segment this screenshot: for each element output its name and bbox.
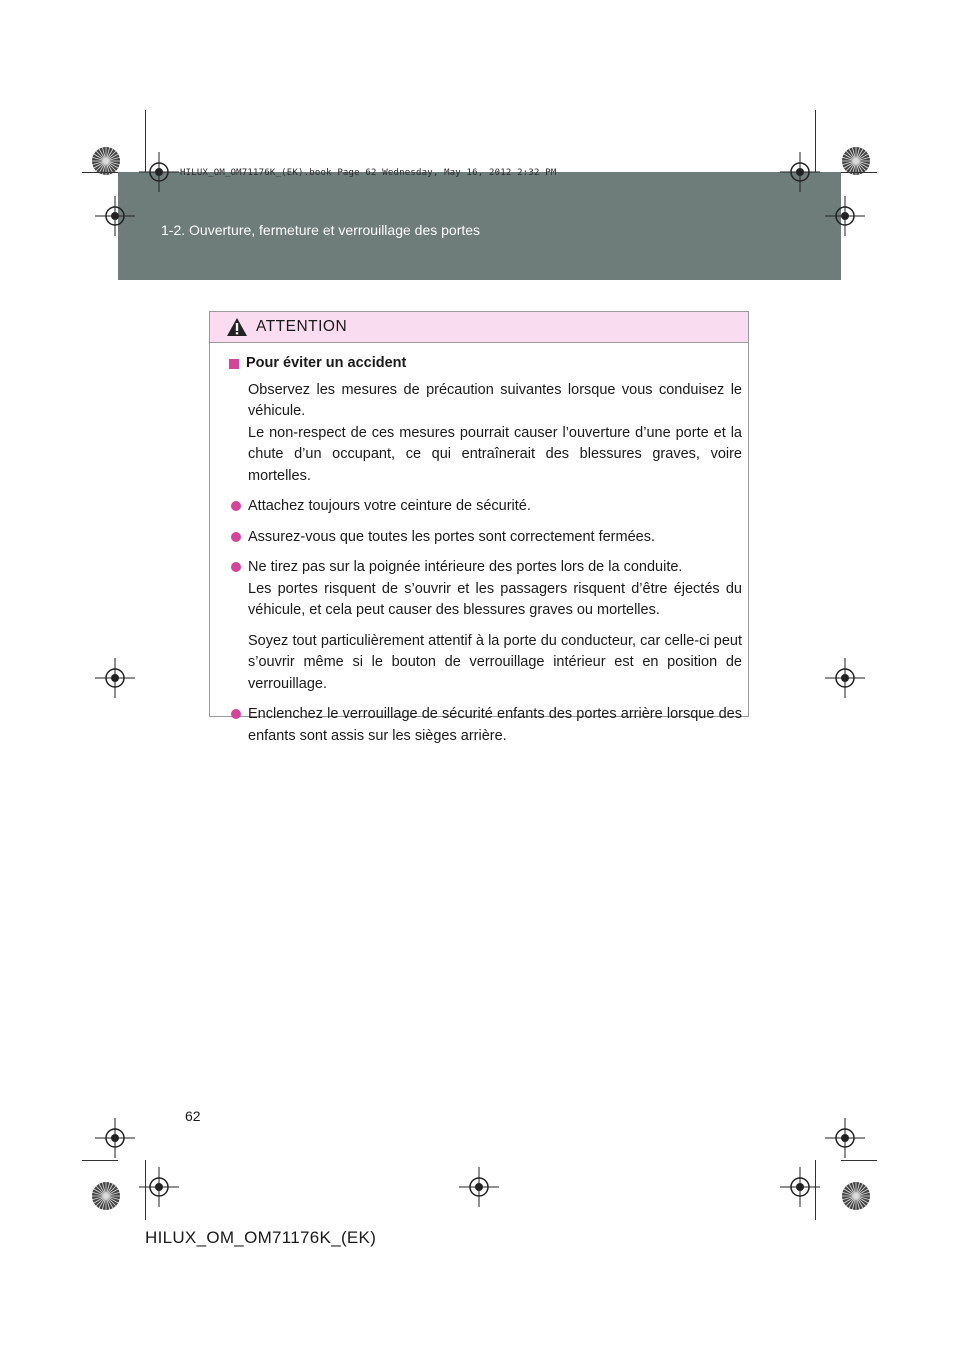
crop-line bbox=[82, 172, 118, 173]
crop-line bbox=[82, 1160, 118, 1161]
document-id: HILUX_OM_OM71176K_(EK) bbox=[145, 1228, 377, 1247]
bullet-text: Assurez-vous que toutes les portes sont correctement fermées. bbox=[248, 528, 655, 545]
section-title: 1-2. Ouverture, fermeture et verrouillage des portes bbox=[161, 222, 481, 238]
warning-body bbox=[210, 343, 748, 747]
warning-subhead bbox=[229, 353, 742, 375]
crop-line bbox=[145, 1160, 146, 1220]
subhead-text: Pour éviter un accident bbox=[246, 355, 407, 371]
dot-bullet-icon bbox=[231, 562, 241, 572]
registration-mark-icon bbox=[95, 1118, 135, 1158]
bullet-text-3: Soyez tout particulièrement attentif à la porte du conducteur, car celle-ci peut s’ouvrir même si le bouton de verrouillage intérieur est en position de verrouillage. bbox=[248, 632, 742, 692]
crop-line bbox=[145, 110, 146, 172]
list-item bbox=[229, 557, 742, 695]
registration-mark-icon bbox=[780, 152, 820, 192]
dot-bullet-icon bbox=[231, 501, 241, 511]
warning-box bbox=[209, 311, 749, 744]
bullet-text: Enclenchez le verrouillage de sécurité enfants des portes arrière lorsque des enfants sont assis sur les sièges arrière. bbox=[248, 706, 742, 744]
intro-paragraph bbox=[229, 380, 742, 488]
intro-text-2: Le non-respect de ces mesures pourrait causer l’ouverture d’une porte et la chute d’un occupant, ce qui entraînerait des blessures graves, voire mortelles. bbox=[248, 424, 742, 484]
crop-line bbox=[841, 172, 877, 173]
crop-line bbox=[841, 1160, 877, 1161]
registration-mark-icon bbox=[825, 196, 865, 236]
intro-text: Observez les mesures de précaution suivantes lorsque vous conduisez le véhicule. bbox=[248, 381, 742, 419]
color-target-icon bbox=[841, 1181, 871, 1211]
header-band bbox=[118, 172, 841, 280]
page-number: 62 bbox=[185, 1108, 201, 1124]
registration-mark-icon bbox=[459, 1167, 499, 1207]
color-target-icon bbox=[91, 1181, 121, 1211]
dot-bullet-icon bbox=[231, 532, 241, 542]
registration-mark-icon bbox=[825, 658, 865, 698]
list-item bbox=[229, 527, 742, 549]
crop-line bbox=[815, 110, 816, 172]
warning-header bbox=[210, 312, 748, 343]
bullet-text-2: Les portes risquent de s’ouvrir et les passagers risquent d’être éjectés du véhicule, et cela peut causer des blessures graves ou mortelles. bbox=[248, 580, 742, 618]
registration-mark-icon bbox=[95, 196, 135, 236]
registration-mark-icon bbox=[825, 1118, 865, 1158]
warning-title: ATTENTION bbox=[256, 318, 348, 335]
list-item bbox=[229, 496, 742, 518]
bullet-text: Ne tirez pas sur la poignée intérieure des portes lors de la conduite. bbox=[248, 559, 683, 575]
warning-triangle-icon bbox=[226, 317, 248, 337]
registration-mark-icon bbox=[780, 1167, 820, 1207]
crop-line bbox=[815, 1160, 816, 1220]
dot-bullet-icon bbox=[231, 709, 241, 719]
list-item bbox=[229, 704, 742, 747]
square-bullet-icon bbox=[229, 359, 239, 369]
bullet-text: Attachez toujours votre ceinture de sécurité. bbox=[248, 498, 531, 514]
registration-mark-icon bbox=[95, 658, 135, 698]
book-stamp: HILUX_OM_OM71176K_(EK).book Page 62 Wednesday, May 16, 2012 2:32 PM bbox=[180, 168, 557, 178]
